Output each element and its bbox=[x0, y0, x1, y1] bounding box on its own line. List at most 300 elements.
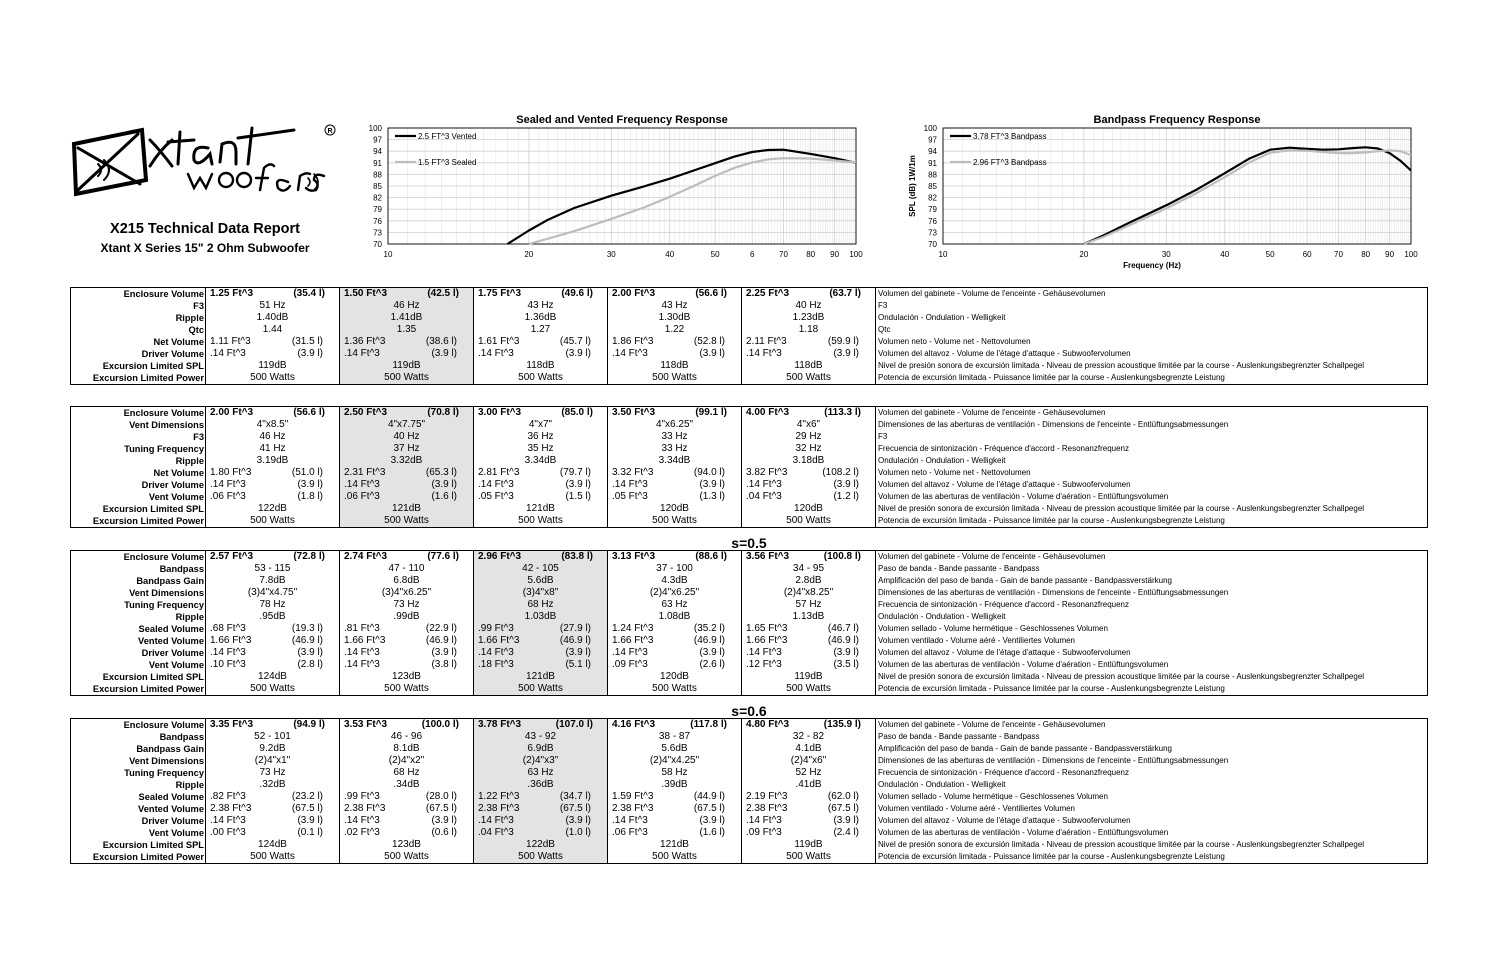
table-cell bbox=[206, 336, 340, 348]
value-liters: (3.5 l) bbox=[833, 659, 859, 670]
value-liters: (1.8 l) bbox=[297, 491, 323, 502]
cell-value: .41dB bbox=[795, 779, 822, 790]
cell-value-pair bbox=[340, 348, 473, 360]
cell-value-pair bbox=[340, 719, 473, 731]
cell-value: 500 Watts bbox=[652, 851, 697, 862]
table-cell bbox=[608, 803, 742, 815]
table-cell bbox=[742, 419, 876, 431]
sealed-vented-chart bbox=[360, 110, 880, 275]
cell-value-pair bbox=[608, 827, 741, 839]
cell-value: 3.34dB bbox=[658, 455, 691, 466]
table-cell bbox=[474, 635, 608, 647]
x-tick-label: 40 bbox=[1220, 250, 1230, 259]
table-cell bbox=[608, 611, 742, 623]
table-cell bbox=[742, 743, 876, 755]
table-cell bbox=[608, 336, 742, 348]
cell-value: (3)4"x6.25" bbox=[381, 587, 432, 598]
value-liters: (2.8 l) bbox=[297, 659, 323, 670]
value-liters: (67.5 l) bbox=[291, 803, 323, 814]
table-cell bbox=[742, 467, 876, 479]
table-row bbox=[71, 563, 1428, 575]
cell-value: 43 Hz bbox=[661, 300, 688, 311]
table-cell bbox=[742, 791, 876, 803]
table-cell bbox=[206, 755, 340, 767]
bandpass-chart bbox=[905, 110, 1425, 275]
value-liters: (46.7 l) bbox=[827, 623, 859, 634]
value-liters: (3.9 l) bbox=[833, 479, 859, 490]
table-cell bbox=[474, 767, 608, 779]
value-liters: (72.8 l) bbox=[293, 551, 325, 562]
cell-value: 120dB bbox=[660, 671, 689, 682]
value-liters: (3.9 l) bbox=[565, 815, 591, 826]
cell-value: 1.30dB bbox=[658, 312, 691, 323]
table-cell bbox=[608, 551, 742, 564]
value-ft3: .14 Ft^3 bbox=[478, 479, 514, 490]
value-ft3: 4.00 Ft^3 bbox=[746, 407, 790, 418]
y-tick-label: 94 bbox=[928, 147, 937, 157]
table-cell bbox=[742, 839, 876, 851]
value-liters: (46.9 l) bbox=[827, 635, 859, 646]
cell-value: (3)4"x8" bbox=[522, 587, 559, 598]
table-cell bbox=[474, 419, 608, 431]
table-cell bbox=[742, 407, 876, 420]
cell-value: 38 - 87 bbox=[658, 731, 691, 742]
cell-value: 6.8dB bbox=[393, 575, 420, 586]
table-cell bbox=[474, 659, 608, 671]
table-cell bbox=[206, 635, 340, 647]
translation-text: Potencia de excursión limitada - Puissance limitée par la course - Auslenkungsbegrenzte Leistung bbox=[878, 516, 1225, 525]
row-label: Ripple bbox=[71, 611, 206, 623]
y-tick-label: 88 bbox=[373, 170, 382, 180]
cell-value: 58 Hz bbox=[661, 767, 688, 778]
value-liters: (3.9 l) bbox=[565, 348, 591, 359]
value-liters: (0.6 l) bbox=[431, 827, 457, 838]
table-cell bbox=[206, 815, 340, 827]
table-cell bbox=[340, 300, 474, 312]
cell-value: 68 Hz bbox=[527, 599, 554, 610]
value-liters: (1.6 l) bbox=[699, 827, 725, 838]
translation-text: Qtc bbox=[878, 325, 891, 334]
data-table-3 bbox=[70, 550, 1428, 696]
value-ft3: 4.16 Ft^3 bbox=[612, 719, 656, 730]
y-tick-label: 91 bbox=[928, 158, 937, 168]
cell-value-pair bbox=[474, 407, 607, 419]
value-liters: (2.4 l) bbox=[833, 827, 859, 838]
table-cell bbox=[608, 671, 742, 683]
row-label: Excursion Limited Power bbox=[71, 515, 206, 528]
table-cell bbox=[206, 599, 340, 611]
value-liters: (3.9 l) bbox=[297, 647, 323, 658]
table-cell bbox=[340, 360, 474, 372]
table-cell bbox=[474, 324, 608, 336]
value-ft3: 1.11 Ft^3 bbox=[210, 336, 251, 347]
y-tick-label: 70 bbox=[928, 240, 937, 249]
value-ft3: 1.66 Ft^3 bbox=[612, 635, 654, 646]
table-cell bbox=[608, 467, 742, 479]
cell-value-pair bbox=[608, 719, 741, 731]
row-label: Vented Volume bbox=[71, 803, 206, 815]
cell-value-pair bbox=[742, 803, 875, 815]
table-cell bbox=[206, 623, 340, 635]
table-cell bbox=[474, 719, 608, 732]
value-ft3: 2.96 Ft^3 bbox=[478, 551, 522, 562]
row-label: Vent Volume bbox=[71, 491, 206, 503]
x-tick-label: 40 bbox=[665, 250, 675, 259]
cell-value-pair bbox=[340, 479, 473, 491]
table-cell bbox=[608, 767, 742, 779]
cell-value-pair bbox=[742, 659, 875, 671]
translation-text: Frecuencia de sintonización - Fréquence d'accord - Resonanzfrequenz bbox=[878, 444, 1129, 453]
value-liters: (19.3 l) bbox=[291, 623, 323, 634]
table-row bbox=[71, 815, 1428, 827]
table-cell bbox=[474, 300, 608, 312]
value-ft3: 1.66 Ft^3 bbox=[344, 635, 386, 646]
x-tick-label: 10 bbox=[383, 250, 393, 259]
table-cell bbox=[608, 755, 742, 767]
table-cell bbox=[474, 791, 608, 803]
row-label: Enclosure Volume bbox=[71, 288, 206, 301]
value-ft3: .14 Ft^3 bbox=[344, 348, 380, 359]
value-ft3: .06 Ft^3 bbox=[612, 827, 648, 838]
cell-value: 500 Watts bbox=[518, 851, 563, 862]
table-cell bbox=[206, 563, 340, 575]
table-cell bbox=[742, 815, 876, 827]
y-tick-label: 70 bbox=[373, 240, 382, 249]
translation-text: Volumen ventilado - Volume aéré - Ventiliertes Volumen bbox=[878, 636, 1076, 645]
value-liters: (63.7 l) bbox=[829, 288, 861, 299]
table-cell bbox=[474, 360, 608, 372]
table-cell bbox=[608, 372, 742, 385]
table-cell bbox=[742, 491, 876, 503]
cell-value: (2)4"x3" bbox=[522, 755, 559, 766]
row-label: Excursion Limited Power bbox=[71, 851, 206, 864]
row-label: Bandpass bbox=[71, 563, 206, 575]
table-cell bbox=[340, 324, 474, 336]
translation-text: Dimensiones de las aberturas de ventilación - Dimensions de l'enceinte - Entlüftungsabmessungen bbox=[878, 756, 1229, 765]
row-label: Tuning Frequency bbox=[71, 443, 206, 455]
value-ft3: 1.36 Ft^3 bbox=[344, 336, 386, 347]
table-cell bbox=[206, 587, 340, 599]
table-cell bbox=[608, 731, 742, 743]
cell-value: 1.41dB bbox=[390, 312, 423, 323]
cell-value-pair bbox=[742, 719, 875, 731]
y-tick-label: 88 bbox=[928, 170, 937, 180]
cell-value-pair bbox=[608, 791, 741, 803]
value-ft3: 3.32 Ft^3 bbox=[612, 467, 654, 478]
value-ft3: 1.50 Ft^3 bbox=[344, 288, 388, 299]
value-ft3: 3.82 Ft^3 bbox=[746, 467, 788, 478]
row-label: Enclosure Volume bbox=[71, 407, 206, 420]
value-ft3: 2.50 Ft^3 bbox=[344, 407, 388, 418]
cell-value: 2.8dB bbox=[795, 575, 822, 586]
table-cell bbox=[742, 360, 876, 372]
translation-text: Volumen del gabinete - Volume de l'enceinte - Gehäusevolumen bbox=[878, 289, 1106, 298]
table-cell bbox=[206, 443, 340, 455]
table-cell bbox=[474, 623, 608, 635]
table-cell bbox=[608, 360, 742, 372]
cell-value: 68 Hz bbox=[393, 767, 420, 778]
cell-value-pair bbox=[608, 803, 741, 815]
row-label: Qtc bbox=[71, 324, 206, 336]
table-cell bbox=[742, 324, 876, 336]
cell-value: 36 Hz bbox=[527, 431, 554, 442]
table-cell bbox=[742, 719, 876, 732]
cell-value-pair bbox=[340, 791, 473, 803]
table-cell bbox=[742, 851, 876, 864]
table-cell bbox=[340, 551, 474, 564]
table-cell bbox=[206, 312, 340, 324]
y-tick-label: 82 bbox=[928, 193, 937, 203]
cell-value: 121dB bbox=[526, 503, 555, 514]
table-cell bbox=[206, 551, 340, 564]
legend-label-1: 3.78 FT^3 Bandpass bbox=[973, 132, 1047, 141]
y-tick-label: 82 bbox=[373, 193, 382, 203]
y-tick-label: 79 bbox=[373, 205, 382, 215]
row-label: Net Volume bbox=[71, 336, 206, 348]
value-ft3: 2.38 Ft^3 bbox=[478, 803, 520, 814]
cell-value: 500 Watts bbox=[652, 515, 697, 526]
table-cell bbox=[608, 599, 742, 611]
cell-value: 500 Watts bbox=[250, 372, 295, 383]
value-ft3: 2.38 Ft^3 bbox=[210, 803, 252, 814]
table-cell bbox=[206, 491, 340, 503]
table-cell bbox=[608, 515, 742, 528]
cell-value: 52 - 101 bbox=[254, 731, 291, 742]
cell-value: 52 Hz bbox=[795, 767, 822, 778]
x-tick-label: 6 bbox=[749, 250, 755, 259]
cell-value: 3.34dB bbox=[524, 455, 557, 466]
cell-value: 73 Hz bbox=[259, 767, 286, 778]
value-ft3: 2.74 Ft^3 bbox=[344, 551, 388, 562]
row-label: Sealed Volume bbox=[71, 791, 206, 803]
value-liters: (99.1 l) bbox=[695, 407, 727, 418]
cell-value-pair bbox=[340, 815, 473, 827]
cell-value-pair bbox=[608, 815, 741, 827]
table-cell bbox=[340, 731, 474, 743]
value-ft3: .14 Ft^3 bbox=[478, 815, 514, 826]
cell-value-pair bbox=[742, 551, 875, 563]
series-line-1 bbox=[1084, 147, 1411, 244]
table-cell bbox=[206, 348, 340, 360]
table-cell bbox=[474, 611, 608, 623]
cell-value: (2)4"x4.25" bbox=[649, 755, 700, 766]
x-tick-label: 60 bbox=[1302, 250, 1312, 259]
row-label: Sealed Volume bbox=[71, 623, 206, 635]
cell-value-pair bbox=[340, 647, 473, 659]
cell-value: 122dB bbox=[526, 839, 555, 850]
translation-text: Volumen del altavoz - Volume de l'étage d'attaque - Subwoofervolumen bbox=[878, 648, 1131, 657]
table-cell bbox=[340, 623, 474, 635]
value-ft3: .14 Ft^3 bbox=[210, 348, 246, 359]
cell-value: 78 Hz bbox=[259, 599, 286, 610]
x-tick-label: 80 bbox=[806, 250, 816, 259]
table-cell bbox=[474, 348, 608, 360]
cell-value: 500 Watts bbox=[518, 372, 563, 383]
row-label: Excursion Limited SPL bbox=[71, 360, 206, 372]
table-cell bbox=[608, 683, 742, 696]
table-cell bbox=[474, 575, 608, 587]
row-label: Ripple bbox=[71, 312, 206, 324]
table-row bbox=[71, 479, 1428, 491]
translation-text: Amplificación del paso de banda - Gain de bande passante - Bandpassverstärkung bbox=[878, 576, 1172, 585]
value-ft3: 1.75 Ft^3 bbox=[478, 288, 522, 299]
cell-value-pair bbox=[474, 647, 607, 659]
y-tick-label: 79 bbox=[928, 205, 937, 215]
translation-text: Volumen del altavoz - Volume de l'étage d'attaque - Subwoofervolumen bbox=[878, 480, 1131, 489]
table-cell bbox=[340, 743, 474, 755]
table-cell bbox=[340, 767, 474, 779]
cell-value-pair bbox=[206, 491, 339, 503]
table-cell bbox=[340, 563, 474, 575]
cell-value-pair bbox=[474, 719, 607, 731]
table-row bbox=[71, 575, 1428, 587]
row-label: Vented Volume bbox=[71, 635, 206, 647]
row-label: F3 bbox=[71, 300, 206, 312]
cell-value: .36dB bbox=[527, 779, 554, 790]
translation-text: Volumen sellado - Volume hermétique - Geschlossenes Volumen bbox=[878, 624, 1108, 633]
value-liters: (108.2 l) bbox=[822, 467, 859, 478]
cell-value-pair bbox=[742, 348, 875, 360]
table-cell bbox=[206, 827, 340, 839]
table-cell bbox=[340, 659, 474, 671]
cell-value-pair bbox=[474, 623, 607, 635]
cell-value-pair bbox=[608, 491, 741, 503]
value-ft3: .14 Ft^3 bbox=[344, 479, 380, 490]
value-liters: (38.6 l) bbox=[425, 336, 457, 347]
cell-value-pair bbox=[474, 827, 607, 839]
value-ft3: 1.24 Ft^3 bbox=[612, 623, 654, 634]
value-ft3: .14 Ft^3 bbox=[210, 647, 246, 658]
cell-value-pair bbox=[206, 719, 339, 731]
x-tick-label: 20 bbox=[1079, 250, 1089, 259]
table-row bbox=[71, 431, 1428, 443]
cell-value-pair bbox=[206, 623, 339, 635]
value-liters: (85.0 l) bbox=[561, 407, 593, 418]
y-tick-label: 94 bbox=[373, 147, 382, 157]
table-cell bbox=[608, 791, 742, 803]
table-cell bbox=[474, 731, 608, 743]
value-liters: (35.2 l) bbox=[693, 623, 725, 634]
table-cell bbox=[206, 683, 340, 696]
table-cell bbox=[206, 839, 340, 851]
value-liters: (3.9 l) bbox=[297, 479, 323, 490]
value-liters: (77.6 l) bbox=[427, 551, 459, 562]
data-table-2 bbox=[70, 406, 1428, 528]
value-ft3: .18 Ft^3 bbox=[478, 659, 514, 670]
value-liters: (3.9 l) bbox=[565, 479, 591, 490]
cell-value-pair bbox=[206, 479, 339, 491]
table-cell bbox=[742, 443, 876, 455]
x-tick-label: 50 bbox=[1265, 250, 1275, 259]
table-row bbox=[71, 300, 1428, 312]
table-cell bbox=[206, 407, 340, 420]
cell-value: 73 Hz bbox=[393, 599, 420, 610]
translation-text: Frecuencia de sintonización - Fréquence d'accord - Resonanzfrequenz bbox=[878, 768, 1129, 777]
cell-value: 47 - 110 bbox=[388, 563, 425, 574]
translation-text: F3 bbox=[878, 432, 888, 441]
translation-text: Volumen ventilado - Volume aéré - Ventiliertes Volumen bbox=[878, 804, 1076, 813]
value-ft3: 3.50 Ft^3 bbox=[612, 407, 656, 418]
cell-value: 500 Watts bbox=[384, 515, 429, 526]
table-cell bbox=[340, 419, 474, 431]
value-ft3: 3.00 Ft^3 bbox=[478, 407, 522, 418]
cell-value: 37 Hz bbox=[393, 443, 420, 454]
cell-value: 46 - 96 bbox=[390, 731, 423, 742]
table-row bbox=[71, 348, 1428, 360]
table-cell bbox=[608, 839, 742, 851]
table-cell bbox=[206, 467, 340, 479]
table-cell bbox=[340, 491, 474, 503]
value-liters: (88.6 l) bbox=[695, 551, 727, 562]
x-tick-label: 90 bbox=[830, 250, 840, 259]
value-ft3: 1.65 Ft^3 bbox=[746, 623, 788, 634]
value-ft3: 1.61 Ft^3 bbox=[478, 336, 520, 347]
cell-value: 121dB bbox=[660, 839, 689, 850]
cell-value: 7.8dB bbox=[259, 575, 286, 586]
value-ft3: .14 Ft^3 bbox=[210, 479, 246, 490]
table-row bbox=[71, 791, 1428, 803]
y-tick-label: 73 bbox=[928, 228, 937, 238]
cell-value: 4.3dB bbox=[661, 575, 688, 586]
cell-value-pair bbox=[340, 288, 473, 300]
cell-value: 33 Hz bbox=[661, 431, 688, 442]
cell-value: 119dB bbox=[794, 839, 823, 850]
cell-value-pair bbox=[206, 635, 339, 647]
table-cell bbox=[206, 515, 340, 528]
table-cell bbox=[742, 372, 876, 385]
spec-table bbox=[70, 550, 1428, 696]
y-tick-label: 85 bbox=[373, 182, 382, 191]
table-cell bbox=[474, 683, 608, 696]
cell-value-pair bbox=[206, 659, 339, 671]
table-row bbox=[71, 372, 1428, 385]
cell-value: 119dB bbox=[794, 671, 823, 682]
cell-value: 500 Watts bbox=[384, 851, 429, 862]
cell-value-pair bbox=[206, 348, 339, 360]
series-line-1 bbox=[508, 150, 857, 244]
value-liters: (46.9 l) bbox=[425, 635, 457, 646]
cell-value-pair bbox=[474, 479, 607, 491]
table-row bbox=[71, 419, 1428, 431]
value-liters: (1.6 l) bbox=[431, 491, 457, 502]
table-row bbox=[71, 467, 1428, 479]
cell-value-pair bbox=[742, 647, 875, 659]
row-label: F3 bbox=[71, 431, 206, 443]
table-cell bbox=[608, 407, 742, 420]
table-cell bbox=[340, 515, 474, 528]
y-tick-label: 73 bbox=[373, 228, 382, 238]
cell-value: 500 Watts bbox=[652, 372, 697, 383]
table-cell bbox=[206, 791, 340, 803]
row-label: Driver Volume bbox=[71, 348, 206, 360]
value-ft3: .14 Ft^3 bbox=[746, 348, 782, 359]
cell-value: 120dB bbox=[660, 503, 689, 514]
value-liters: (3.9 l) bbox=[699, 479, 725, 490]
table-cell bbox=[742, 336, 876, 348]
cell-value: 37 - 100 bbox=[656, 563, 693, 574]
cell-value: 4.1dB bbox=[795, 743, 822, 754]
cell-value: 500 Watts bbox=[786, 515, 831, 526]
value-ft3: 1.86 Ft^3 bbox=[612, 336, 654, 347]
translation-text: Ondulación - Ondulation - Welligkeit bbox=[878, 313, 1006, 322]
cell-value-pair bbox=[742, 791, 875, 803]
table-row bbox=[71, 324, 1428, 336]
translation-text: Volumen de las aberturas de ventilación - Volume d'aération - Entlüftungsvolumen bbox=[878, 492, 1169, 501]
page-title: X215 Technical Data Report bbox=[110, 221, 300, 237]
row-label: Vent Dimensions bbox=[71, 587, 206, 599]
cell-value: 4"x8.5" bbox=[256, 419, 289, 430]
y-tick-label: 97 bbox=[373, 135, 382, 145]
